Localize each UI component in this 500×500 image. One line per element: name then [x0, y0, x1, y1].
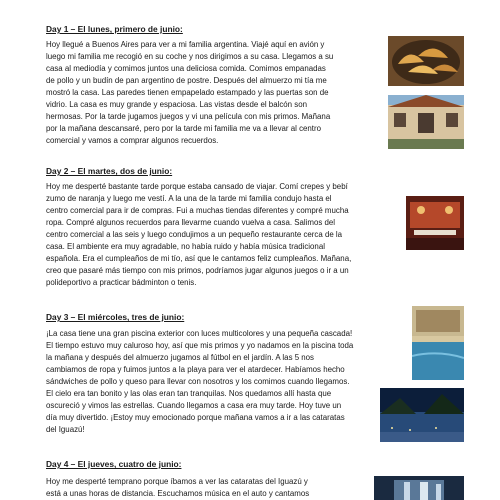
day-2-paragraph: [46, 181, 351, 289]
text-line: casa. El ambiente era muy agradable, no había ruido y había música tradicional: [46, 242, 325, 252]
text-line: oscureció y vimos las estrellas. Cuando llegamos a casa era muy tarde. Hoy tuve un: [46, 401, 342, 411]
text-line: Hoy llegué a Buenos Aires para ver a mi familia argentina. Viajé aquí en avión y: [46, 40, 325, 49]
house-photo: [388, 95, 464, 149]
text-line: española. Era el cumpleaños de mi tío, así que le cantamos feliz cumpleaños. Mañana,: [46, 254, 352, 264]
text-line: día muy divertido. ¡Estoy muy emocionado porque mañana vamos a ir a las cataratas: [46, 413, 345, 423]
day-3-heading: Day 3 – El miércoles, tres de junio:: [46, 312, 185, 322]
text-line: hermosas. Por la tarde jugamos juegos y vi una película con mis primos. Mañana: [46, 112, 331, 122]
day-1-heading: Day 1 – El lunes, primero de junio:: [46, 24, 183, 34]
text-line: centro comercial para ir de compras. Fui a muchas tiendas diferentes y compré mucha: [46, 206, 349, 216]
text-line: por la mañana descansaré, pero por la tarde mi familia me va a llevar al centro: [46, 124, 321, 134]
text-line: vidrio. La casa es muy grande y espaciosa. Las vistas desde el balcón son: [46, 100, 307, 110]
text-line: El tiempo estuvo muy caluroso hoy, así que mis primos y yo nadamos en la piscina toda: [46, 341, 354, 351]
waterfall-photo: [374, 476, 464, 500]
text-line: ¡La casa tiene una gran piscina exterior con luces multicolores y una pequeña cascada!: [46, 329, 353, 338]
text-line: la mañana y después del almuerzo jugamos al fútbol en el jardín. A las 5 nos: [46, 353, 315, 363]
beach-night-photo: [380, 388, 464, 442]
text-line: casa al mediodía y comimos juntos una deliciosa comida. Comimos empanadas: [46, 64, 326, 74]
day-1-paragraph: [46, 39, 333, 147]
text-line: El cielo era tan bonito y las olas eran tan tranquilas. Nos quedamos allí hasta que: [46, 389, 332, 399]
text-line: comercial y vamos a comprar algunos recuerdos.: [46, 136, 219, 146]
day-4-heading: Day 4 – El jueves, cuatro de junio:: [46, 459, 182, 469]
text-line: creo que pasaré más tiempo con mis primos, podríamos jugar algunos juegos o ir a un: [46, 266, 349, 276]
text-line: luego mi familia me recogió en su coche y nos dirigimos a su casa. Llegamos a su: [46, 52, 334, 62]
text-line: Hoy me desperté temprano porque íbamos a ver las cataratas del Iguazú y: [46, 477, 308, 486]
day-3-paragraph: [46, 328, 353, 436]
text-line: mostró la casa. Las paredes tienen empapelado estampado y las puertas son de: [46, 88, 329, 98]
text-line: Hoy me desperté bastante tarde porque estaba cansado de viajar. Comí crepes y bebí: [46, 182, 348, 191]
text-line: de pollo y un budín de pan argentino de postre. Después del almuerzo mi tía me: [46, 76, 327, 86]
day-4-paragraph: [46, 476, 309, 500]
text-line: zumo de naranja y luego me vestí. A la una de la tarde mi familia condujo hasta el: [46, 194, 332, 204]
restaurant-photo: [406, 196, 464, 250]
text-line: ropa. Compré algunos recuerdos para llevarme cuando vuelva a casa. Salimos del: [46, 218, 336, 228]
text-line: del Iguazú!: [46, 425, 85, 435]
text-line: cambiamos de ropa y fuimos juntos a la playa para ver el atardecer. Habíamos hecho: [46, 365, 345, 375]
text-line: centro comercial a las seis y luego condujimos a un pequeño restaurante cerca de la: [46, 230, 343, 240]
text-line: sándwiches de pollo y queso para llevar con nosotros y los comimos cuando llegamos.: [46, 377, 350, 387]
text-line: está a unas horas de distancia. Escuchamos música en el auto y cantamos: [46, 489, 310, 499]
text-line: polideportivo a practicar bádminton o tenis.: [46, 278, 197, 288]
day-2-heading: Day 2 – El martes, dos de junio:: [46, 166, 173, 176]
empanadas-photo: [388, 36, 464, 86]
pool-photo: [412, 306, 464, 380]
